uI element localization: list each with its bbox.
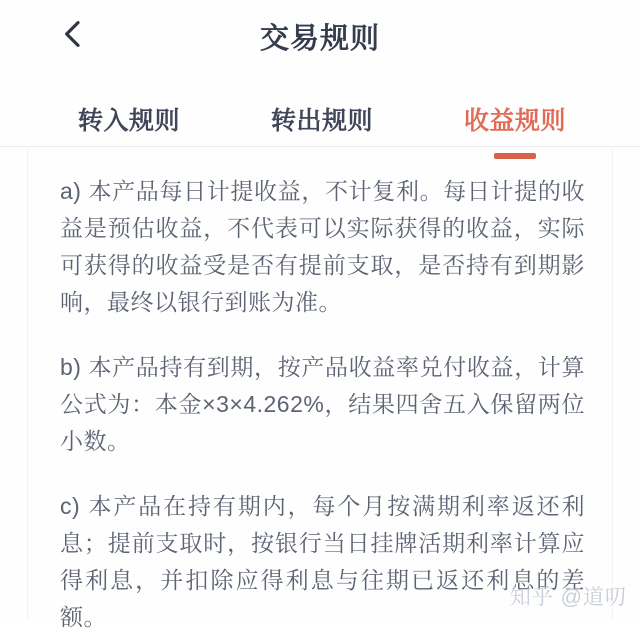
rule-paragraph-b: b) 本产品持有到期，按产品收益率兑付收益，计算公式为：本金×3×4.262%，结果四舍五入保留两位小数。	[60, 354, 585, 454]
zhihu-watermark: 知乎 @道叨	[509, 586, 627, 609]
page-title: 交易规则	[259, 23, 380, 55]
rules-content	[27, 147, 613, 630]
rule-paragraph-a: a) 本产品每日计提收益，不计复利。每日计提的收益是预估收益，不代表可以实际获得的收益，实际可获得的收益受是否有提前支取，是否持有到期影响，最终以银行到账为准。	[60, 178, 585, 315]
tab-bar	[0, 90, 640, 147]
tab-income-rules[interactable]: 收益规则	[464, 90, 566, 146]
tab-transfer-out-rules[interactable]: 转出规则	[271, 90, 373, 146]
rule-paragraph-c: c) 本产品在持有期内，每个月按满期利率返还利息；提前支取时，按银行当日挂牌活期利率计算应得利息，并扣除应得利息与往期已返还利息的差额。	[60, 493, 585, 630]
header	[0, 0, 640, 66]
tab-transfer-in-rules[interactable]: 转入规则	[78, 90, 180, 146]
